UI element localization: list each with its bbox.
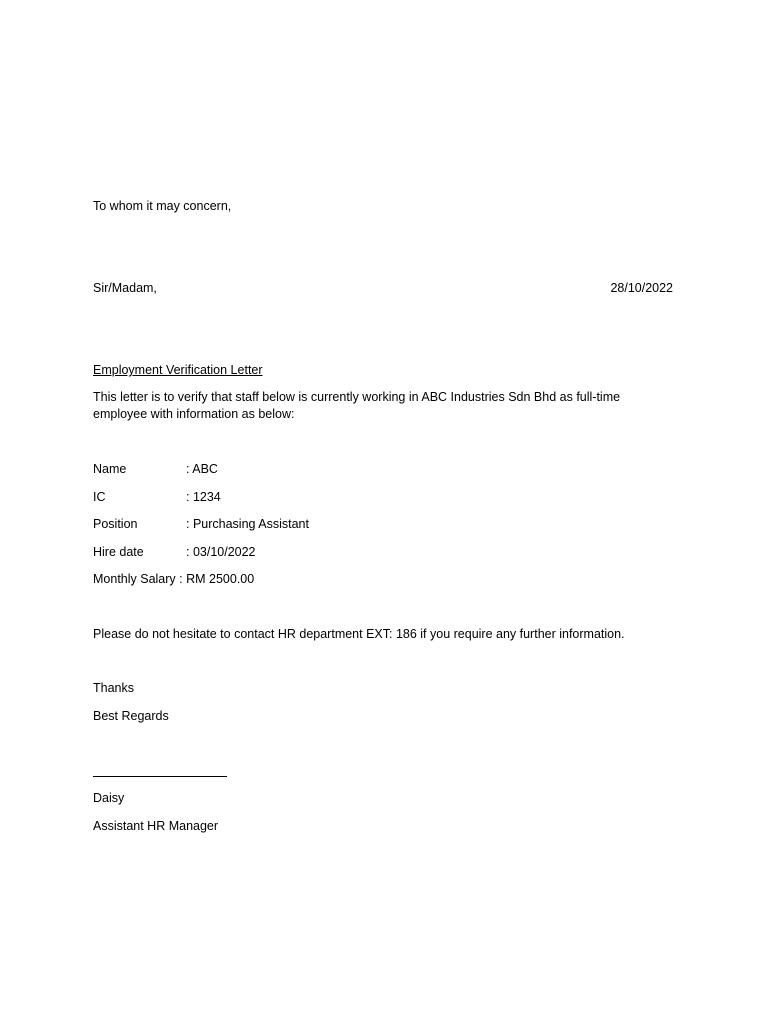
field-label: IC — [93, 490, 106, 504]
intro-paragraph: This letter is to verify that staff below is currently working in ABC Industries Sdn Bhd as full-time employee with information as below: — [93, 390, 621, 421]
greeting: To whom it may concern, — [93, 199, 232, 213]
field-value: : Purchasing Assistant — [186, 517, 309, 531]
field-value: : RM 2500.00 — [175, 572, 255, 586]
field-row-monthly-salary — [93, 571, 254, 587]
salutation: Sir/Madam, — [93, 281, 157, 295]
letter-date: 28/10/2022 — [610, 281, 673, 295]
field-row-name — [93, 461, 218, 477]
letter-subject: Employment Verification Letter — [93, 363, 263, 377]
field-row-ic — [93, 489, 221, 505]
field-row-hire-date — [93, 544, 256, 560]
field-value: : 1234 — [186, 490, 221, 504]
contact-paragraph: Please do not hesitate to contact HR department EXT: 186 if you require any further information. — [93, 627, 625, 641]
field-row-position — [93, 516, 309, 532]
signer-title: Assistant HR Manager — [93, 819, 219, 833]
signature-line — [93, 776, 227, 777]
field-label: Hire date — [93, 545, 144, 559]
field-label: Name — [93, 462, 127, 476]
field-label: Position — [93, 517, 138, 531]
field-label: Monthly Salary — [93, 572, 176, 586]
closing-regards: Best Regards — [93, 709, 169, 723]
signer-name: Daisy — [93, 791, 125, 805]
field-value: : 03/10/2022 — [186, 545, 256, 559]
field-value: : ABC — [186, 462, 218, 476]
closing-thanks: Thanks — [93, 681, 134, 695]
